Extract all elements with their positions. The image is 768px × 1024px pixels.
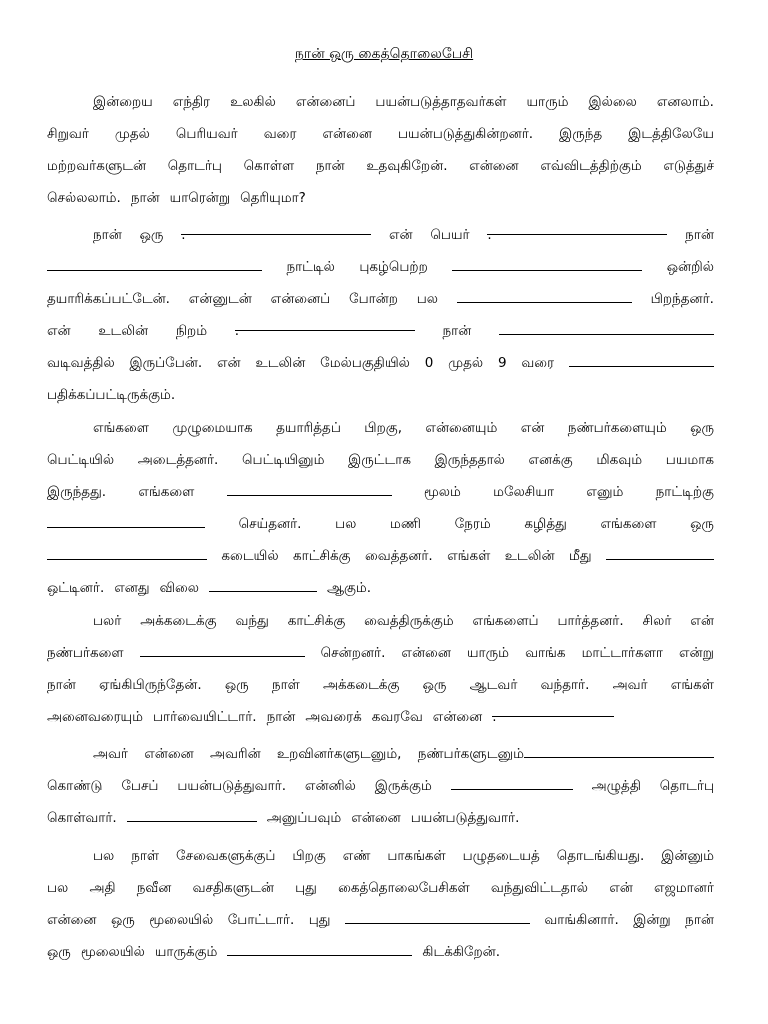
word: பெட்டியினும் — [242, 452, 325, 468]
word: எங்களைப் — [472, 613, 539, 629]
text-line — [47, 572, 714, 604]
text-line — [47, 219, 714, 251]
fill-in-blank[interactable] — [140, 641, 305, 657]
text-line — [47, 669, 714, 701]
word: வைத்தனர். — [365, 548, 433, 564]
word: வடிவத்தில் — [47, 355, 115, 371]
word: பிறந்தனர். — [650, 291, 714, 307]
word: எண் — [342, 848, 371, 864]
word: முதல் — [114, 126, 150, 142]
word: தயாரிக்கப்பட்டேன். — [47, 291, 170, 307]
word: பதிக்கப்பட்டிருக்கும். — [47, 387, 176, 403]
word: வந்தார். — [540, 677, 590, 693]
word: வந்துவிட்டதால் — [490, 880, 589, 896]
word: பயன்படுத்துவார். — [177, 778, 287, 794]
word: மலேசியா — [493, 484, 555, 500]
word: விலை — [159, 580, 199, 596]
word: என்னைப் — [270, 291, 331, 307]
paragraph — [47, 86, 714, 214]
fill-in-blank[interactable] — [47, 255, 262, 271]
word: கடையில் — [221, 548, 279, 564]
punctuation: . — [487, 227, 492, 243]
word: ஒரு — [690, 516, 714, 532]
word: இருந்தது. — [47, 484, 107, 500]
word: சிறுவர் — [47, 126, 89, 142]
word: நிறம் — [175, 323, 208, 339]
text-line — [47, 936, 714, 968]
text-line — [47, 86, 714, 118]
word: பேசப் — [121, 778, 159, 794]
fill-in-blank[interactable] — [452, 255, 642, 271]
word: அழுத்தி — [591, 778, 641, 794]
word: கழித்து — [524, 516, 567, 532]
word: 9 — [497, 355, 507, 371]
text-line — [47, 904, 714, 936]
word: யாரும் — [466, 645, 509, 661]
word: மேல்பகுதியில் — [320, 355, 410, 371]
punctuation: . — [181, 227, 186, 243]
word: அவரின் — [209, 746, 261, 762]
word: என்னைப் — [295, 94, 356, 110]
word: வாங்கினார். — [544, 912, 619, 928]
fill-in-blank[interactable] — [47, 544, 207, 560]
word: மற்றவர்களுடன் — [47, 158, 147, 174]
word: எடுத்துச் — [663, 158, 714, 174]
word: புது — [308, 912, 331, 928]
word: உறவினர்களுடனும், — [276, 746, 402, 762]
word: என் — [520, 420, 545, 436]
word: சிலர் — [642, 613, 672, 629]
page-title — [0, 46, 768, 64]
word: நாள் — [131, 848, 160, 864]
word: பெயர் — [430, 227, 470, 243]
word: ஏங்கிபிருந்தேன். — [99, 677, 202, 693]
word: வைத்திருக்கும் — [364, 613, 454, 629]
word: கொள்ள — [243, 158, 295, 174]
word: கொள்வார். — [47, 810, 117, 826]
word: எனும் — [586, 484, 624, 500]
word: நேரம் — [454, 516, 491, 532]
word: ஆடவர் — [469, 677, 518, 693]
word: என் — [388, 227, 413, 243]
word: அடைத்தனர். — [137, 452, 219, 468]
text-line — [47, 150, 714, 182]
word: இருட்டாக — [348, 452, 411, 468]
word: கவரவே — [371, 709, 423, 725]
text-line — [47, 770, 714, 802]
text-line — [47, 444, 714, 476]
word: அவர் — [93, 746, 128, 762]
word: நண்பர்களை — [47, 645, 124, 661]
word: எனது — [114, 580, 150, 596]
word: இருக்கும் — [374, 778, 432, 794]
word: இருப்பேன். — [129, 355, 203, 371]
word: நான் — [442, 323, 472, 339]
word: மூலையில் — [80, 944, 145, 960]
word: வந்து — [235, 613, 269, 629]
word: அதி — [89, 880, 116, 896]
paragraph — [47, 738, 714, 834]
word: ஒரு — [47, 944, 71, 960]
fill-in-blank[interactable] — [451, 774, 573, 790]
fill-in-blank[interactable] — [457, 287, 632, 303]
fill-in-blank[interactable] — [227, 480, 392, 496]
word: உடலின் — [255, 355, 306, 371]
word: அவரைக் — [305, 709, 362, 725]
word: மீது — [568, 548, 592, 564]
word: பலர் — [93, 613, 122, 629]
punctuation: . — [234, 323, 240, 339]
punctuation: . — [492, 709, 497, 725]
word: மூலையில் — [149, 912, 214, 928]
fill-in-blank[interactable] — [524, 742, 714, 758]
word: அனுப்பவும் — [266, 810, 342, 826]
word: பெட்டியில் — [47, 452, 115, 468]
word: யாருக்கும் — [154, 944, 218, 960]
word: என்னை — [322, 126, 372, 142]
word: ஒரு — [690, 420, 714, 436]
word: ஒரு — [224, 677, 249, 693]
fill-in-blank[interactable] — [499, 319, 714, 335]
word: இருந்ததால் — [434, 452, 505, 468]
fill-in-blank[interactable] — [47, 512, 205, 528]
word: பாகங்கள் — [387, 848, 446, 864]
fill-in-blank[interactable] — [569, 351, 714, 367]
word: இன்றைய — [93, 94, 153, 110]
word: அக்கடைக்கு — [323, 677, 400, 693]
fill-in-blank[interactable] — [487, 219, 667, 243]
word: எங்களை — [138, 484, 195, 500]
word: எனலாம். — [656, 94, 714, 110]
word: போட்டார். — [227, 912, 295, 928]
text-line — [47, 540, 714, 572]
word: உடலின் — [504, 548, 555, 564]
word: மாட்டார்களா — [581, 645, 663, 661]
word: பழுதடையத் — [462, 848, 540, 864]
word: யாரும் — [526, 94, 569, 110]
word: காட்சிக்கு — [293, 548, 351, 564]
word: இருந்த — [559, 126, 603, 142]
text-line — [47, 347, 714, 379]
word: உலகில் — [230, 94, 276, 110]
word: நண்பர்களையும் — [567, 420, 667, 436]
word: அவர் — [612, 677, 648, 693]
word: முழுமையாக — [172, 420, 253, 436]
word: பயன்படுத்துவார். — [410, 810, 520, 826]
word: நான் — [685, 912, 714, 928]
word: நான் — [47, 677, 76, 693]
word: கிடக்கிறேன். — [422, 944, 501, 960]
word: நான் — [685, 227, 714, 243]
word: ஒன்றில் — [666, 259, 714, 275]
word: புது — [295, 880, 317, 896]
word: வரை — [521, 355, 555, 371]
fill-in-blank[interactable] — [181, 219, 371, 243]
word: பல — [47, 880, 69, 896]
word: எனக்கு — [528, 452, 573, 468]
word: பயமாக — [665, 452, 714, 468]
word: அக்கடைக்கு — [140, 613, 217, 629]
word: எஜமானர் — [654, 880, 714, 896]
fill-in-blank[interactable] — [227, 940, 412, 956]
word: ஒரு — [110, 912, 135, 928]
text-line — [47, 182, 714, 214]
word: நான் — [93, 227, 122, 243]
word: தொடங்கியது. — [556, 848, 645, 864]
text-line — [47, 476, 714, 508]
text-line — [47, 738, 714, 770]
word: உடலின் — [98, 323, 149, 339]
word: 0 — [424, 355, 434, 371]
word: தயாரித்தப் — [276, 420, 341, 436]
word: நான் — [315, 158, 345, 174]
word: போன்ற — [348, 291, 398, 307]
word: மணி — [390, 516, 421, 532]
word: இடத்திலேயே — [628, 126, 714, 142]
text-line — [47, 605, 714, 637]
text-line — [47, 840, 714, 872]
word: இன்னும் — [661, 848, 714, 864]
text-line — [47, 283, 714, 315]
word: எங்கள் — [670, 677, 714, 693]
word: என்னையும் — [425, 420, 498, 436]
word: என்னை — [401, 645, 451, 661]
word: முதல் — [448, 355, 484, 371]
word: பிறகு — [292, 848, 326, 864]
word: நவீன — [136, 880, 172, 896]
word: தொடர்பு — [659, 778, 714, 794]
word: எந்திர — [172, 94, 211, 110]
word: வசதிகளுடன் — [192, 880, 274, 896]
word: நாட்டிற்கு — [655, 484, 714, 500]
word: என்னில் — [304, 778, 356, 794]
word: என்னை — [351, 810, 401, 826]
word: காட்சிக்கு — [287, 613, 346, 629]
text-line — [47, 379, 714, 411]
word: யாரென்று — [169, 190, 231, 206]
word: பார்வையிட்டார். — [152, 709, 257, 725]
word: இல்லை — [588, 94, 637, 110]
text-line — [47, 701, 714, 733]
fill-in-blank[interactable] — [606, 544, 714, 560]
fill-in-blank[interactable] — [234, 315, 415, 339]
word: என்று — [679, 645, 714, 661]
word: அனைவரையும் — [47, 709, 143, 725]
paragraph — [47, 605, 714, 733]
word: என்னை — [47, 912, 97, 928]
word: நாட்டில் — [286, 259, 335, 275]
word: சென்றனர். — [320, 645, 386, 661]
word: நாள் — [271, 677, 300, 693]
word: பல — [93, 848, 115, 864]
paragraph — [47, 840, 714, 968]
text-line — [47, 315, 714, 347]
word: என் — [47, 323, 71, 339]
text-line — [47, 637, 714, 669]
fill-in-blank[interactable] — [492, 701, 614, 725]
word: என்னை — [144, 746, 194, 762]
word: நான் — [130, 190, 160, 206]
word: பயன்படுத்துகின்றனர். — [398, 126, 534, 142]
text-line — [47, 118, 714, 150]
word: எங்கள் — [447, 548, 491, 564]
word: தொடர்பு — [167, 158, 222, 174]
word: வரை — [263, 126, 297, 142]
text-line — [47, 802, 714, 834]
word: பல — [335, 516, 357, 532]
word: ஒரு — [422, 677, 447, 693]
word: பெரியவர் — [175, 126, 238, 142]
word: கைத்தொலைபேசிகள் — [338, 880, 470, 896]
paragraph — [47, 219, 714, 411]
word: பல — [416, 291, 438, 307]
text-line — [47, 412, 714, 444]
word: நான் — [266, 709, 296, 725]
word: எங்களை — [600, 516, 657, 532]
word: உதவுகிறேன். — [366, 158, 448, 174]
word: என்னை — [469, 158, 519, 174]
text-line — [47, 508, 714, 540]
page-title-text: நான் ஒரு கைத்தொலைபேசி — [294, 46, 474, 62]
word: ஒட்டினர். — [47, 580, 105, 596]
word: புகழ்பெற்ற — [359, 259, 428, 275]
word: மிகவும் — [596, 452, 643, 468]
word: பார்த்தனர். — [557, 613, 624, 629]
word: என்னுடன் — [188, 291, 252, 307]
word: இன்று — [633, 912, 671, 928]
fill-in-blank[interactable] — [127, 806, 257, 822]
word: ஒரு — [139, 227, 164, 243]
fill-in-blank[interactable] — [209, 576, 317, 592]
word: சேவைகளுக்குப் — [176, 848, 276, 864]
word: வாங்க — [525, 645, 566, 661]
word: என்னை — [432, 709, 483, 725]
word: ஆகும். — [326, 580, 372, 596]
word: பிறகு, — [364, 420, 402, 436]
word: கொண்டு — [47, 778, 103, 794]
word: நண்பர்களுடனும் — [418, 738, 714, 770]
text-line — [47, 872, 714, 904]
word: செய்தனர். — [238, 516, 302, 532]
word: என் — [609, 880, 633, 896]
word: தெரியுமா? — [240, 190, 306, 206]
word: எவ்விடத்திற்கும் — [540, 158, 642, 174]
fill-in-blank[interactable] — [345, 908, 530, 924]
text-line — [47, 251, 714, 283]
word: மூலம் — [423, 484, 461, 500]
word: எங்களை — [93, 420, 149, 436]
word: செல்லலாம். — [47, 190, 121, 206]
word: என் — [690, 613, 714, 629]
paragraph — [47, 412, 714, 604]
word: பயன்படுத்தாதவர்கள் — [375, 94, 507, 110]
word: என் — [217, 355, 241, 371]
